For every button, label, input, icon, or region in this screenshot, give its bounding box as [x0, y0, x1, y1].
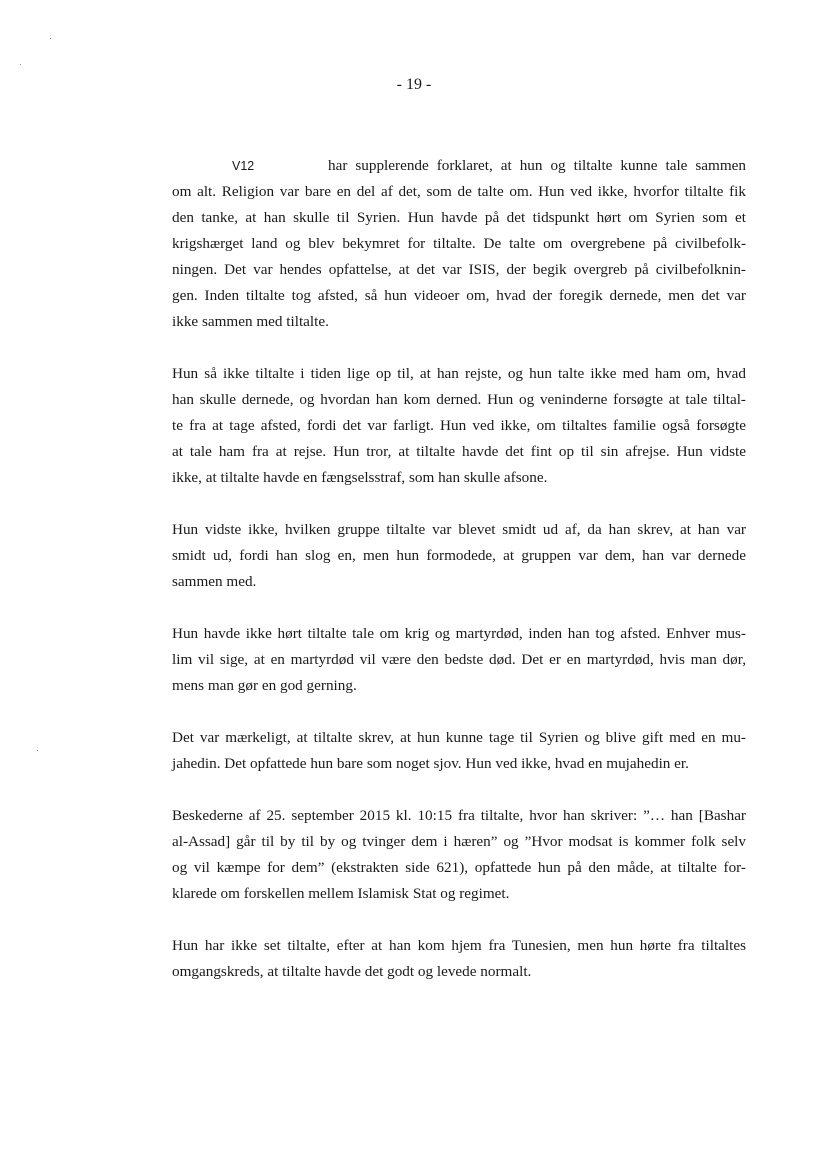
text-line: den tanke, at han skulle til Syrien. Hun havde på det tidspunkt hørt om Syrien som et: [172, 209, 746, 226]
paragraph-first-line: [172, 153, 746, 179]
witness-label: V12: [232, 159, 255, 173]
text-line: har supplerende forklaret, at hun og tiltalte kunne tale sammen: [328, 157, 746, 174]
text-line: Beskederne af 25. september 2015 kl. 10:15 fra tiltalte, hvor han skriver: ”… han [Bashar: [172, 807, 746, 824]
text-line: jahedin. Det opfattede hun bare som noget sjov. Hun ved ikke, hvad en mujahedin er.: [172, 755, 689, 772]
text-line: te fra at tage afsted, fordi det var farligt. Hun ved ikke, om tiltaltes familie også forsøgte: [172, 417, 746, 434]
text-line: ningen. Det var hendes opfattelse, at det var ISIS, der begik overgreb på civilbefolknin-: [172, 261, 746, 278]
text-line: smidt ud, fordi han slog en, men hun formodede, at gruppen var dem, han var dernede: [172, 547, 746, 564]
page-number: - 19 -: [396, 76, 432, 93]
text-line: at tale ham fra at rejse. Hun tror, at tiltalte havde det fint op til sin afrejse. Hun vidste: [172, 443, 746, 460]
text-line: og vil kæmpe for dem” (ekstrakten side 621), opfattede hun på den måde, at tiltalte for-: [172, 859, 746, 876]
text-line: Hun vidste ikke, hvilken gruppe tiltalte var blevet smidt ud af, da han skrev, at han var: [172, 521, 746, 538]
scan-speck: [37, 750, 38, 751]
text-line: Hun så ikke tiltalte i tiden lige op til, at han rejste, og hun talte ikke med ham om, hvad: [172, 365, 746, 382]
paragraph: [172, 621, 746, 699]
paragraph: [172, 517, 746, 595]
text-line: klarede om forskellen mellem Islamisk Stat og regimet.: [172, 885, 510, 902]
text-line: al-Assad] går til by til by og tvinger dem i hæren” og ”Hvor modsat is kommer folk selv: [172, 833, 746, 850]
text-line: lim vil sige, at en martyrdød vil være den bedste død. Det er en martyrdød, hvis man dør,: [172, 651, 746, 668]
text-line: gen. Inden tiltalte tog afsted, så hun videoer om, hvad der foregik dernede, men det var: [172, 287, 746, 304]
text-line: ikke, at tiltalte havde en fængselsstraf, som han skulle afsone.: [172, 469, 548, 486]
text-line: krigshærget land og blev bekymret for tiltalte. De talte om overgrebene på civilbefolk-: [172, 235, 746, 252]
text-line: Hun har ikke set tiltalte, efter at han kom hjem fra Tunesien, men hun hørte fra tiltaltes: [172, 937, 746, 954]
text-line: omgangskreds, at tiltalte havde det godt og levede normalt.: [172, 963, 532, 980]
paragraph: [172, 725, 746, 777]
text-line: ikke sammen med tiltalte.: [172, 313, 329, 330]
paragraph: [172, 803, 746, 907]
scan-speck: [20, 64, 21, 65]
paragraph: [172, 153, 746, 335]
paragraph: [172, 933, 746, 985]
text-line: om alt. Religion var bare en del af det, som de talte om. Hun ved ikke, hvorfor tiltalte fik: [172, 183, 746, 200]
text-line: han skulle dernede, og hvordan han kom derned. Hun og veninderne forsøgte at tale tiltal-: [172, 391, 746, 408]
text-line: Det var mærkeligt, at tiltalte skrev, at hun kunne tage til Syrien og blive gift med en mu-: [172, 729, 746, 746]
paragraph: [172, 361, 746, 491]
text-line: mens man gør en god gerning.: [172, 677, 357, 694]
text-line: sammen med.: [172, 573, 257, 590]
scan-speck: [50, 38, 51, 39]
document-body: [172, 153, 746, 1011]
text-line: Hun havde ikke hørt tiltalte tale om krig og martyrdød, inden han tog afsted. Enhver mus-: [172, 625, 746, 642]
